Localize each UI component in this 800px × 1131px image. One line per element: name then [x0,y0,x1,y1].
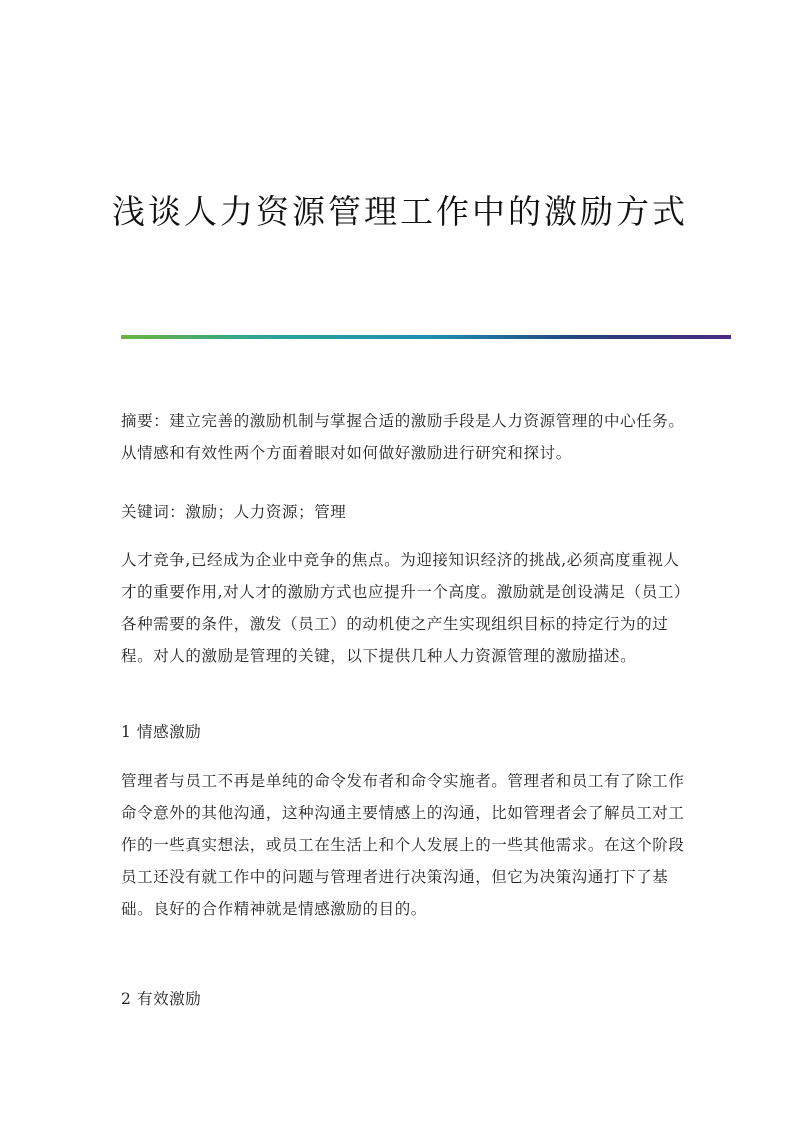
section-1-paragraph-text: 管理者与员工不再是单纯的命令发布者和命令实施者。管理者和员工有了除工作命令意外的其他沟通，这种沟通主要情感上的沟通，比如管理者会了解员工对工作的一些真实想法，或员工在生活上和个人发展上的一些其他需求。在这个阶段员工还没有就工作中的问题与管理者进行决策沟通，但它为决策沟通打下了基础。良好的合作精神就是情感激励的目的。 [121,772,685,918]
section-1-heading-text: 1 情感激励 [121,723,202,741]
keywords-text: 关键词：激励；人力资源；管理 [121,503,347,521]
section-1-paragraph [121,765,691,925]
document-title: 浅谈人力资源管理工作中的激励方式 [112,192,688,231]
section-1-heading [121,716,691,748]
section-2-heading-text: 2 有效激励 [121,990,202,1008]
section-2-heading [121,983,691,1015]
intro-paragraph [121,544,691,672]
keywords [121,496,691,528]
intro-paragraph-text: 人才竞争,已经成为企业中竞争的焦点。为迎接知识经济的挑战,必须高度重视人才的重要作用,对人才的激励方式也应提升一个高度。激励就是创设满足（员工）各种需要的条件，激发（员工）的动机使之产生实现组织目标的持定行为的过程。对人的激励是管理的关键，以下提供几种人力资源管理的激励描述。 [121,551,691,665]
title-divider [121,335,731,339]
abstract-text: 摘要：建立完善的激励机制与掌握合适的激励手段是人力资源管理的中心任务。从情感和有效性两个方面着眼对如何做好激励进行研究和探讨。 [121,412,685,462]
abstract [121,405,691,469]
